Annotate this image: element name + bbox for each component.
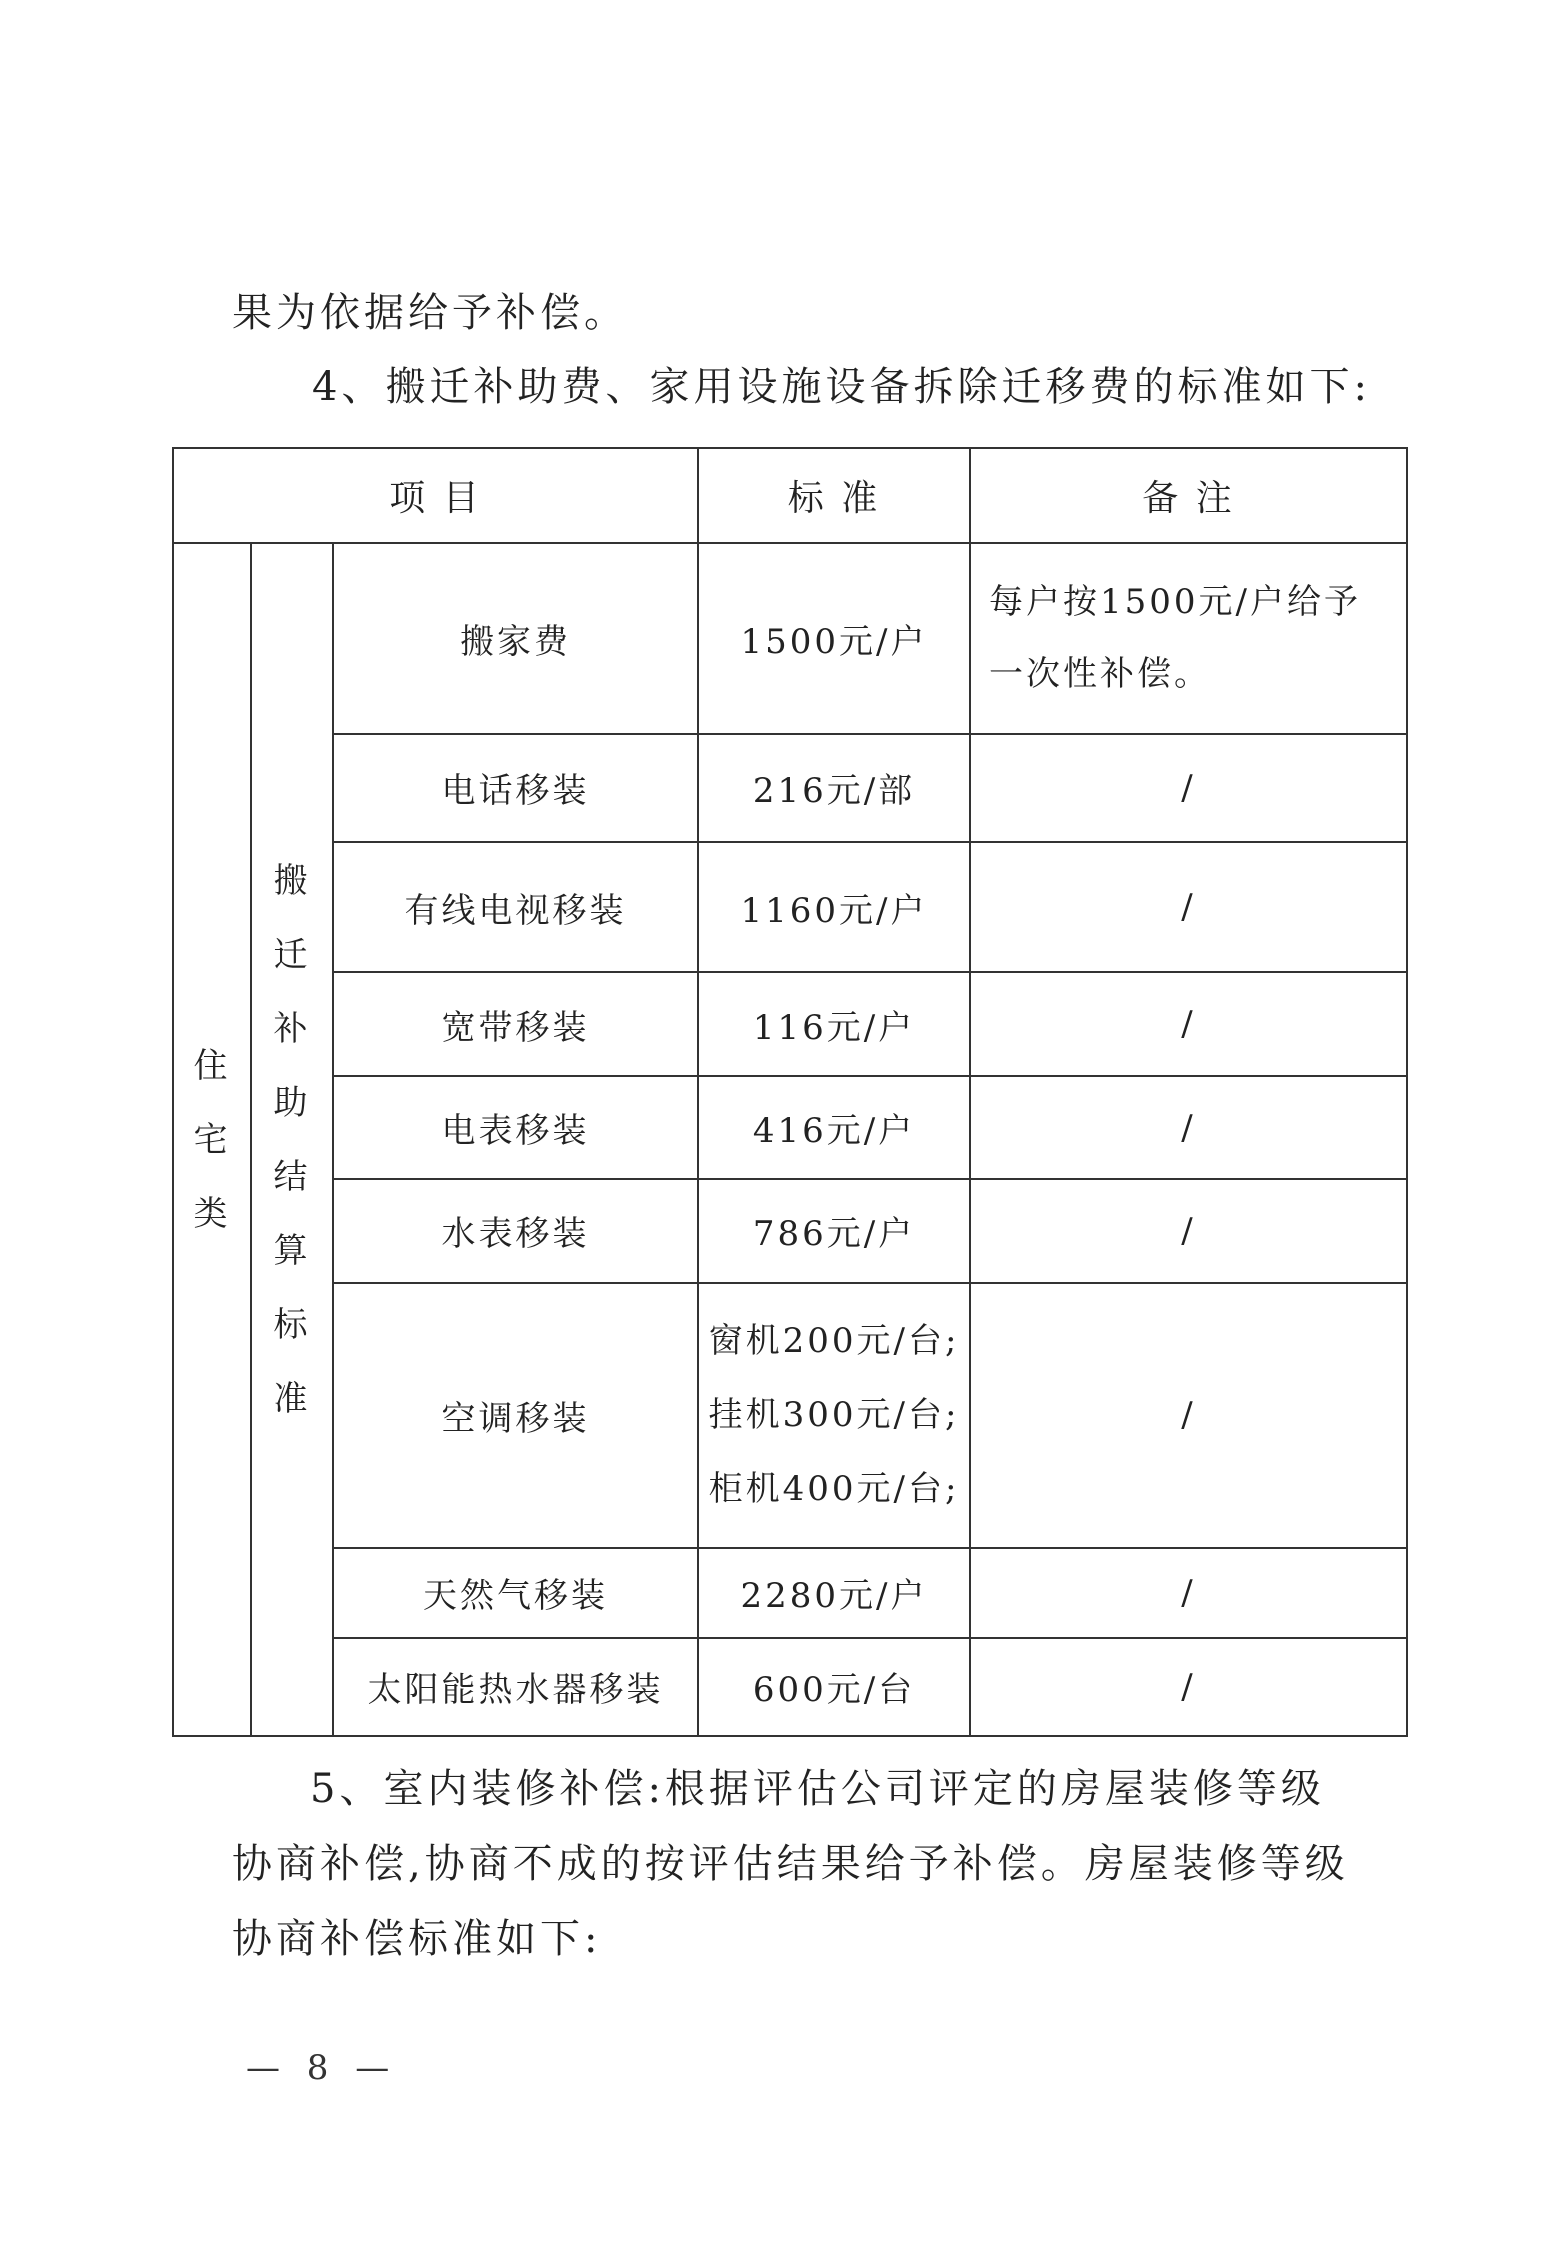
paragraph-text: 5、室内装修补偿:根据评估公司评定的房屋装修等级协商补偿,协商不成的按评估结果给予补偿。房屋装修等级协商补偿标准如下: [232, 1766, 1349, 1962]
subcategory-relocation-subsidy: 搬 迁 补 助 结 算 标 准 [251, 543, 333, 1736]
standard-cell: 2280元/户 [698, 1548, 970, 1638]
remark-cell: / [970, 842, 1407, 972]
item-cell: 宽带移装 [333, 972, 698, 1076]
table-header-row [173, 448, 1407, 543]
standard-cell: 786元/户 [698, 1179, 970, 1283]
item-cell: 水表移装 [333, 1179, 698, 1283]
remark-cell: / [970, 1179, 1407, 1283]
table-row [173, 1638, 1407, 1736]
standard-cell: 600元/台 [698, 1638, 970, 1736]
remark-cell: / [970, 1076, 1407, 1178]
header-standard: 标 准 [698, 448, 970, 543]
table-row [173, 1179, 1407, 1283]
standard-cell: 1500元/户 [698, 543, 970, 733]
remark-cell: / [970, 1283, 1407, 1548]
header-remark: 备 注 [970, 448, 1407, 543]
remark-cell: 每户按1500元/户给予一次性补偿。 [970, 543, 1407, 733]
standard-cell: 216元/部 [698, 734, 970, 842]
item-cell: 电表移装 [333, 1076, 698, 1178]
remark-cell: / [970, 1638, 1407, 1736]
remark-cell: / [970, 972, 1407, 1076]
table-row [173, 972, 1407, 1076]
item-cell: 有线电视移装 [333, 842, 698, 972]
item-cell: 天然气移装 [333, 1548, 698, 1638]
item-cell: 搬家费 [333, 543, 698, 733]
table-row [173, 1548, 1407, 1638]
table-row [173, 1283, 1407, 1548]
standard-cell: 416元/户 [698, 1076, 970, 1178]
paragraph-item-5 [232, 1752, 1362, 1977]
remark-cell: / [970, 734, 1407, 842]
relocation-fee-table [172, 447, 1408, 1737]
paragraph-item-4: 4、搬迁补助费、家用设施设备拆除迁移费的标准如下: [312, 364, 1371, 410]
table-row [173, 734, 1407, 842]
item-cell: 太阳能热水器移装 [333, 1638, 698, 1736]
standard-cell: 116元/户 [698, 972, 970, 1076]
standard-cell: 1160元/户 [698, 842, 970, 972]
paragraph-continuation: 果为依据给予补偿。 [232, 290, 628, 336]
table-row [173, 1076, 1407, 1178]
standard-cell: 窗机200元/台; 挂机300元/台; 柜机400元/台; [698, 1283, 970, 1548]
table-row [173, 543, 1407, 733]
item-cell: 空调移装 [333, 1283, 698, 1548]
page-number: — 8 — [246, 2048, 398, 2088]
remark-cell: / [970, 1548, 1407, 1638]
item-cell: 电话移装 [333, 734, 698, 842]
table-row [173, 842, 1407, 972]
category-residential: 住 宅 类 [173, 543, 251, 1736]
header-item: 项 目 [173, 448, 698, 543]
